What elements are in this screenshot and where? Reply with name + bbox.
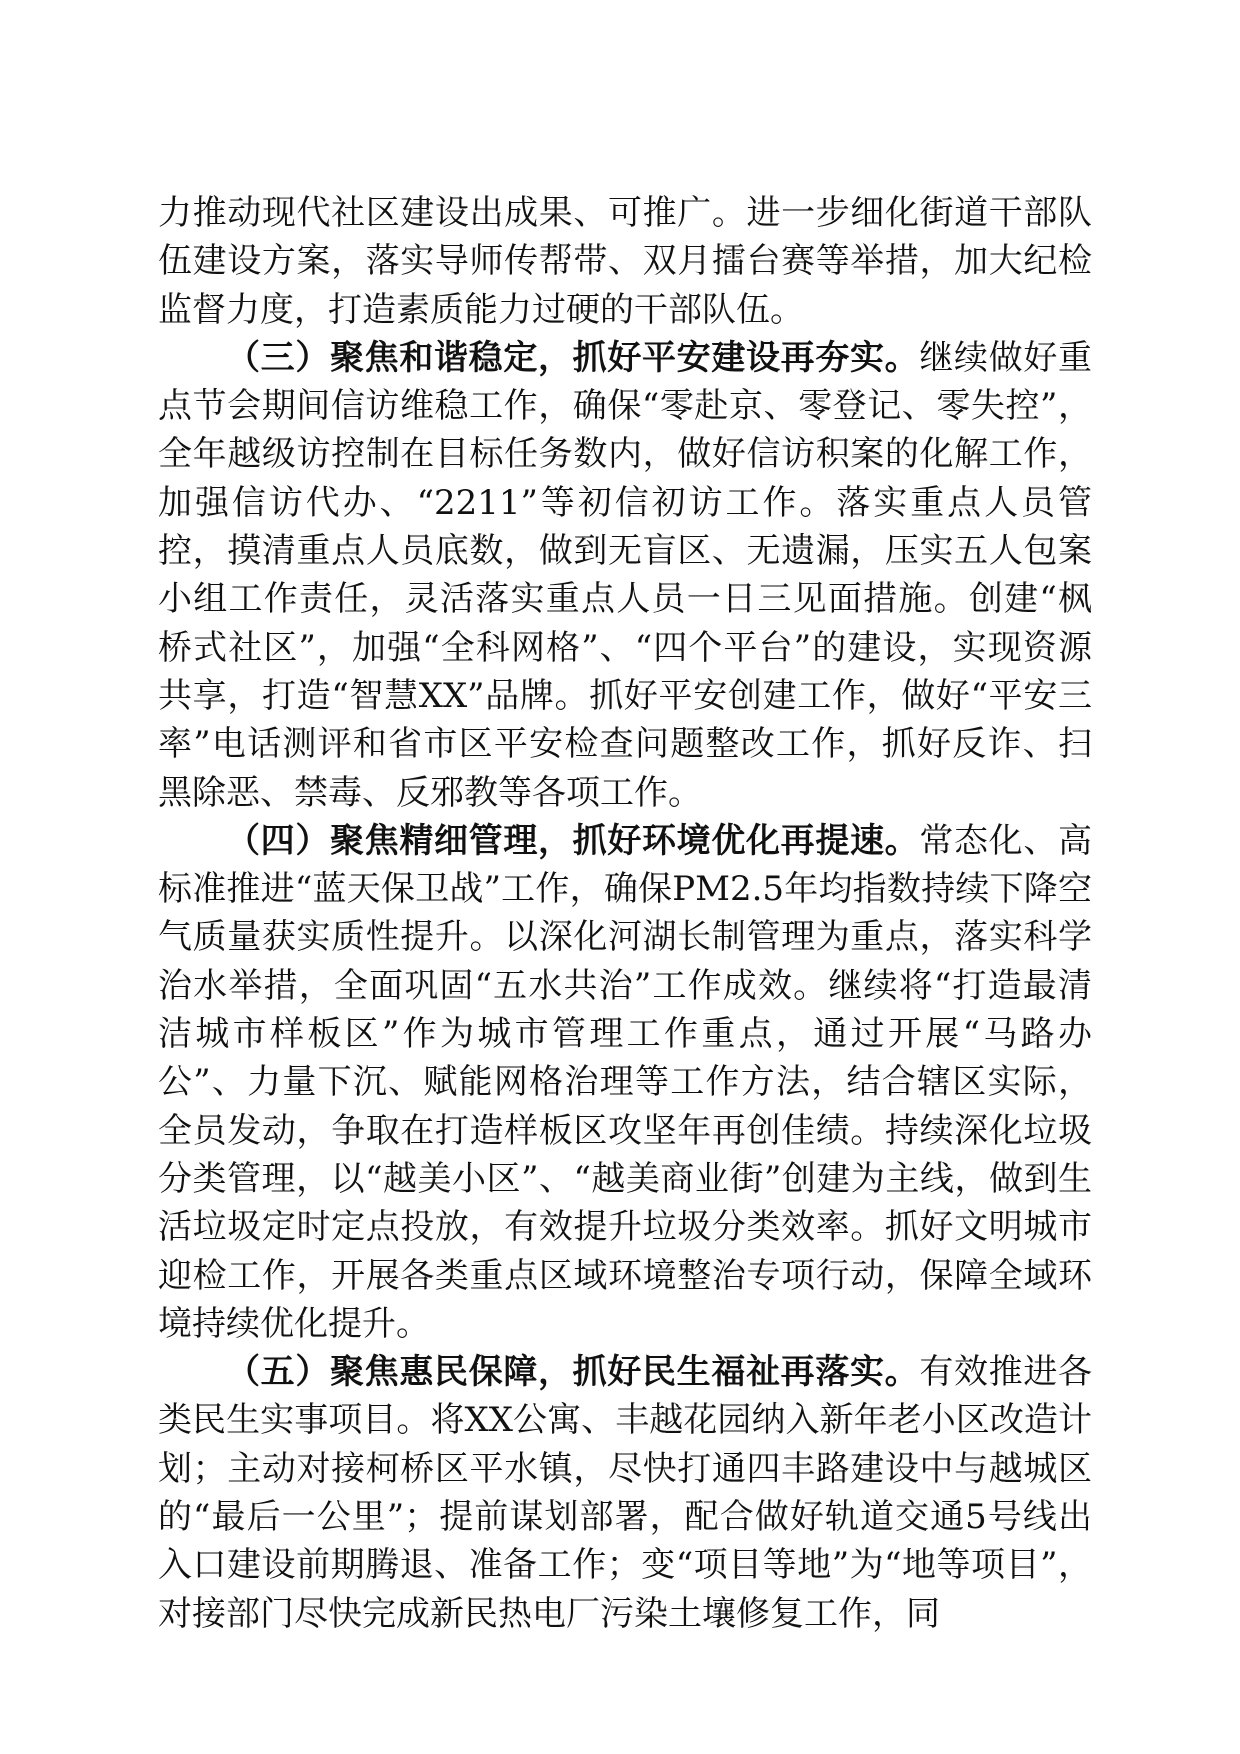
paragraph-1	[158, 189, 1092, 334]
paragraph-2-heading: （三）聚焦和谐稳定，抓好平安建设再夯实。	[226, 337, 920, 378]
paragraph-3	[158, 817, 1092, 1348]
paragraph-2	[158, 334, 1092, 817]
paragraph-4	[158, 1348, 1092, 1638]
paragraph-4-text: 有效推进各类民生实事项目。将XX公寓、丰越花园纳入新年老小区改造计划；主动对接柯桥区平水镇，尽快打通四丰路建设中与越城区的“最后一公里”；提前谋划部署，配合做好轨道交通5号线出入口建设前期腾退、准备工作；变“项目等地”为“地等项目”，对接部门尽快完成新民热电厂污染土壤修复工作，同	[158, 1352, 1093, 1634]
paragraph-3-text: 常态化、高标准推进“蓝天保卫战”工作，确保PM2.5年均指数持续下降空气质量获实质性提升。以深化河湖长制管理为重点，落实科学治水举措，全面巩固“五水共治”工作成效。继续将“打造最清洁城市样板区”作为城市管理工作重点，通过开展“马路办公”、力量下沉、赋能网格治理等工作方法，结合辖区实际，全员发动，争取在打造样板区攻坚年再创佳绩。持续深化垃圾分类管理，以“越美小区”、“越美商业街”创建为主线，做到生活垃圾定时定点投放，有效提升垃圾分类效率。抓好文明城市迎检工作，开展各类重点区域环境整治专项行动，保障全域环境持续优化提升。	[158, 820, 1093, 1344]
paragraph-2-text: 继续做好重点节会期间信访维稳工作，确保“零赴京、零登记、零失控”，全年越级访控制在目标任务数内，做好信访积案的化解工作，加强信访代办、“2211”等初信初访工作。落实重点人员管控，摸清重点人员底数，做到无盲区、无遗漏，压实五人包案小组工作责任，灵活落实重点人员一日三见面措施。创建“枫桥式社区”，加强“全科网格”、“四个平台”的建设，实现资源共享，打造“智慧XX”品牌。抓好平安创建工作，做好“平安三率”电话测评和省市区平安检查问题整改工作，抓好反诈、扫黑除恶、禁毒、反邪教等各项工作。	[158, 337, 1093, 813]
paragraph-4-heading: （五）聚焦惠民保障，抓好民生福祉再落实。	[226, 1352, 920, 1393]
paragraph-3-heading: （四）聚焦精细管理，抓好环境优化再提速。	[226, 820, 920, 861]
document-body	[158, 189, 1092, 1638]
paragraph-1-text: 力推动现代社区建设出成果、可推广。进一步细化街道干部队伍建设方案，落实导师传帮带、双月擂台赛等举措，加大纪检监督力度，打造素质能力过硬的干部队伍。	[158, 193, 1092, 330]
